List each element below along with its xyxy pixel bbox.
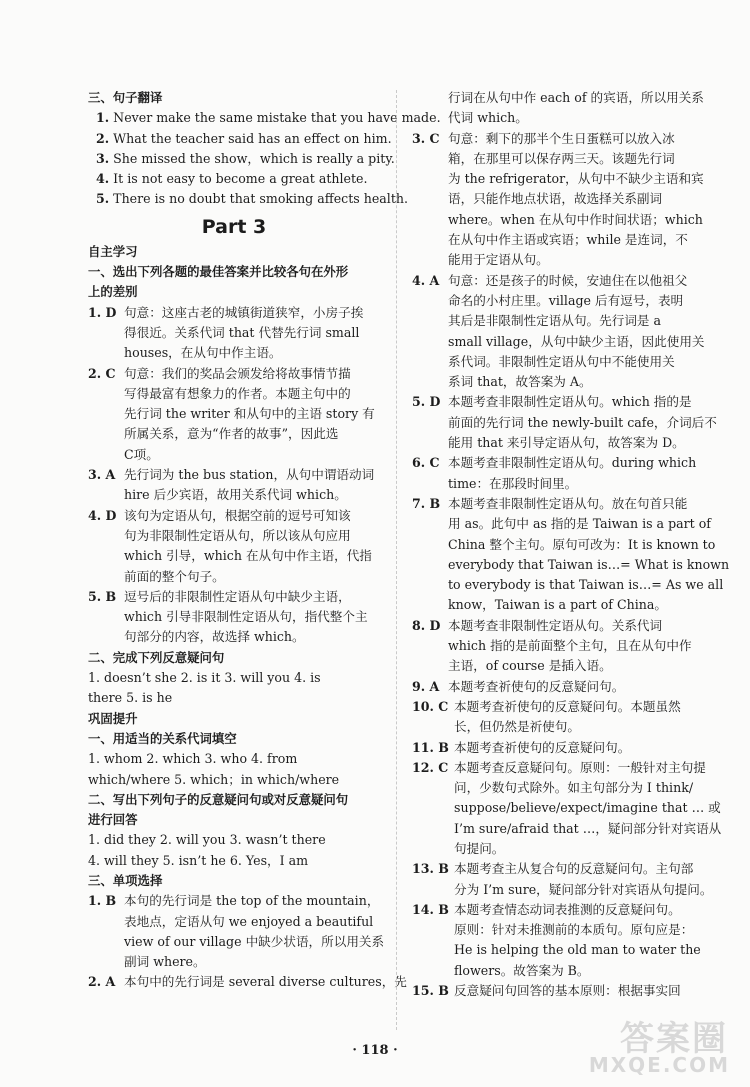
- answer-item: [412, 859, 713, 900]
- explanation-line: 本题考查非限制性定语从句。关系代词: [448, 617, 663, 633]
- answer-list: [88, 891, 407, 992]
- answer-item: [412, 616, 702, 677]
- answer-label: 14. B: [412, 901, 449, 917]
- answer-line: there 5. is he: [88, 690, 173, 706]
- explanation-line: houses，在从句中作主语。: [124, 345, 282, 361]
- explanation-line: 用 as。此句中 as 指的是 Taiwan is a part of: [448, 516, 711, 532]
- explanation-line: suppose/believe/expect/imagine that … 或: [454, 800, 721, 816]
- explanation-line: know，Taiwan is a part of China。: [448, 597, 667, 613]
- answer-item: [88, 972, 407, 992]
- answer-label: 5. B: [88, 588, 117, 604]
- answer-item: [412, 494, 730, 616]
- explanation-line: everybody that Taiwan is…= What is known: [448, 556, 730, 572]
- translation-line: 1. Never make the same mistake that you have made.: [96, 110, 441, 126]
- answer-label: 13. B: [412, 861, 449, 877]
- section-heading: 一、选出下列各题的最佳答案并比较各句在外形 上的差别: [88, 264, 349, 300]
- explanation-line: 本题考查情态动词表推测的反意疑问句。: [454, 901, 681, 917]
- explanation-line: 本题考查非限制性定语从句。during which: [448, 455, 697, 471]
- answer-item: [88, 506, 380, 587]
- translation-line: 2. What the teacher said has an effect on him.: [96, 130, 392, 146]
- part-title: Part 3: [201, 215, 267, 238]
- explanation-line: 本题考查主从复合句的反意疑问句。主句部: [454, 861, 694, 877]
- answer-line: 1. doesn’t she 2. is it 3. will you 4. is: [88, 670, 321, 686]
- answer-label: 2. C: [88, 365, 116, 381]
- answer-item: [412, 129, 702, 271]
- explanation-line: hire 后少宾语，故用关系代词 which。: [124, 487, 347, 503]
- answer-label: 2. A: [88, 974, 116, 990]
- answer-line: 4. will they 5. isn’t he 6. Yes，I am: [88, 852, 309, 868]
- right-column: [412, 88, 730, 1001]
- answer-label: 5. D: [412, 394, 441, 410]
- answer-item: [412, 697, 702, 738]
- answer-line: 1. whom 2. which 3. who 4. from: [88, 751, 298, 767]
- section-heading: 二、完成下列反意疑问句: [88, 649, 225, 665]
- explanation-line: 表地点，定语从句 we enjoyed a beautiful: [124, 913, 374, 929]
- answer-label: 7. B: [412, 495, 441, 511]
- explanation-line: view of our village 中缺少状语，所以用关系: [124, 933, 385, 949]
- explanation-line: 前面的先行词 the newly-built cafe，介词后不: [448, 414, 717, 430]
- explanation-line: 能用于定语从句。: [448, 252, 549, 268]
- explanation-line: 箱，在那里可以保存两三天。该题先行词: [448, 150, 675, 166]
- answer-list: [88, 303, 380, 648]
- explanation-line: 长，但仍然是祈使句。: [454, 719, 580, 735]
- answer-label: 1. B: [88, 893, 117, 909]
- answer-item: [412, 738, 702, 758]
- explanation-line: 分为 I’m sure，疑问部分针对宾语从句提问。: [454, 881, 713, 897]
- section-heading: 一、用适当的关系代词填空: [88, 730, 237, 746]
- answer-item: [412, 758, 722, 859]
- answer-label: 3. C: [412, 130, 440, 146]
- explanation-line: 句意：还是孩子的时候，安迪住在以他祖父: [448, 272, 688, 288]
- explanation-line: 本题考查反意疑问句。原则：一般针对主句提: [454, 759, 706, 775]
- explanation-line: 得很近。关系代词 that 代替先行词 small: [124, 324, 360, 340]
- translation-line: 5. There is no doubt that smoking affects health.: [96, 191, 409, 207]
- answer-label: 15. B: [412, 983, 449, 999]
- answer-item: [412, 981, 702, 1001]
- answer-list: [412, 129, 730, 1002]
- explanation-line: 逗号后的非限制性定语从句中缺少主语，: [124, 588, 351, 604]
- explanation-line: 本题考查非限制性定语从句。放在句首只能: [448, 495, 688, 511]
- subsection-heading: 巩固提升: [88, 710, 138, 726]
- explanation-line: 主语，of course 是插入语。: [448, 658, 612, 674]
- explanation-line: C项。: [124, 446, 159, 462]
- explanation-line: 为 the refrigerator，从句中不缺少主语和宾: [448, 171, 704, 187]
- explanation-line: 前面的整个句子。: [124, 568, 225, 584]
- answer-item: [412, 677, 702, 697]
- explanation-line: which 引导，which 在从句中作主语，代指: [124, 548, 372, 564]
- explanation-line: 在从句中作主语或宾语；while 是连词，不: [448, 232, 688, 248]
- explanation-line: 其后是非限制性定语从句。先行词是 a: [448, 313, 662, 329]
- explanation-line: which 引导非限制性定语从句，指代整个主: [124, 609, 368, 625]
- explanation-line: 本句中的先行词是 several diverse cultures，先: [124, 974, 407, 990]
- explanation-line: 句为非限制性定语从句，所以该从句应用: [124, 527, 351, 543]
- explanation-line: time：在那段时间里。: [448, 475, 578, 491]
- explanation-line: 语，只能作地点状语，故选择关系副词: [448, 191, 663, 207]
- explanation-line: China 整个主句。原句可改为：It is known to: [448, 536, 716, 552]
- explanation-line: 本句的先行词是 the top of the mountain，: [124, 893, 380, 909]
- answer-item: [88, 587, 380, 648]
- explanation-line: 所属关系，意为“作者的故事”，因此选: [124, 426, 339, 442]
- column-divider: [396, 90, 397, 1030]
- answer-item: [412, 900, 702, 981]
- explanation-line: 问，少数句式除外。如主句部分为 I think/: [454, 780, 694, 796]
- section-heading: 三、单项选择: [88, 872, 163, 888]
- explanation-line: 本题考查祈使句的反意疑问句。本题虽然: [454, 698, 681, 714]
- explanation-line: 原则：针对未推测前的本质句。原句应是：: [454, 922, 694, 938]
- page-number: · 118 ·: [352, 1043, 398, 1058]
- explanation-line: 先行词 the writer 和从句中的主语 story 有: [124, 406, 375, 422]
- explanation-line: 系代词。非限制性定语从句中不能使用关: [448, 353, 675, 369]
- explanation-line: 句部分的内容，故选择 which。: [124, 629, 305, 645]
- answer-label: 10. C: [412, 698, 449, 714]
- answer-label: 11. B: [412, 739, 449, 755]
- explanation-line: 本题考查祈使句的反意疑问句。: [448, 678, 625, 694]
- answer-label: 4. A: [412, 272, 440, 288]
- answer-label: 8. D: [412, 617, 441, 633]
- explanation-line: I’m sure/afraid that …，疑问部分针对宾语从: [454, 820, 722, 836]
- explanation-line: 本题考查非限制性定语从句。which 指的是: [448, 394, 692, 410]
- answer-label: 12. C: [412, 759, 449, 775]
- answer-line: 1. did they 2. will you 3. wasn’t there: [88, 832, 326, 848]
- explanation-line: 写得最富有想象力的作者。本题主句中的: [124, 385, 351, 401]
- explanation-line: 句提问。: [454, 840, 505, 856]
- subsection-heading: 自主学习: [88, 243, 138, 259]
- answer-item: [412, 453, 702, 494]
- explanation-line: small village，从句中缺少主语，因此使用关: [448, 333, 705, 349]
- explanation-line: 句意：这座古老的城镇街道狭窄，小房子挨: [124, 304, 364, 320]
- answer-label: 6. C: [412, 455, 440, 471]
- answer-label: 3. A: [88, 467, 116, 483]
- watermark-logo: 答案圈 MXQE.COM: [588, 1019, 730, 1077]
- explanation-line: 系词 that，故答案为 A。: [448, 374, 592, 390]
- answer-label: 1. D: [88, 304, 117, 320]
- answer-label: 9. A: [412, 678, 440, 694]
- answer-item: [412, 271, 705, 393]
- answer-item: [88, 303, 380, 364]
- answer-item: [88, 465, 380, 506]
- explanation-line: where。when 在从句中作时间状语；which: [448, 211, 703, 227]
- section-heading: 二、写出下列句子的反意疑问句或对反意疑问句 进行回答: [88, 791, 349, 828]
- continued-line: 代词 which。: [448, 110, 528, 126]
- answer-item: [88, 364, 380, 465]
- answer-item: [88, 891, 385, 972]
- answer-line: which/where 5. which；in which/where: [88, 771, 340, 787]
- explanation-line: 该句为定语从句，根据空前的逗号可知该: [124, 507, 351, 523]
- explanation-line: 副词 where。: [124, 954, 206, 970]
- explanation-line: 句意：剩下的那半个生日蛋糕可以放入冰: [448, 130, 675, 146]
- explanation-line: which 指的是前面整个主句，且在从句中作: [448, 638, 692, 654]
- explanation-line: 本题考查祈使句的反意疑问句。: [454, 739, 631, 755]
- section-heading: 三、句子翻译: [88, 90, 163, 105]
- explanation-line: 先行词为 the bus station，从句中谓语动词: [124, 467, 375, 483]
- continued-line: 行词在从句中作 each of 的宾语，所以用关系: [448, 90, 704, 105]
- explanation-line: 命名的小村庄里。village 后有逗号，表明: [448, 292, 684, 308]
- translation-line: 4. It is not easy to become a great athlete.: [96, 171, 368, 187]
- translation-line: 3. She missed the show，which is really a pity.: [96, 150, 395, 166]
- answer-item: [412, 392, 717, 453]
- explanation-line: 句意：我们的奖品会颁发给将故事情节描: [124, 365, 351, 381]
- explanation-line: flowers。故答案为 B。: [454, 962, 590, 978]
- answer-label: 4. D: [88, 507, 117, 523]
- explanation-line: He is helping the old man to water the: [454, 942, 701, 958]
- explanation-line: 反意疑问句回答的基本原则：根据事实回: [454, 983, 681, 999]
- explanation-line: to everybody is that Taiwan is…= As we all: [448, 577, 724, 593]
- explanation-line: 能用 that 来引导定语从句，故答案为 D。: [448, 435, 685, 451]
